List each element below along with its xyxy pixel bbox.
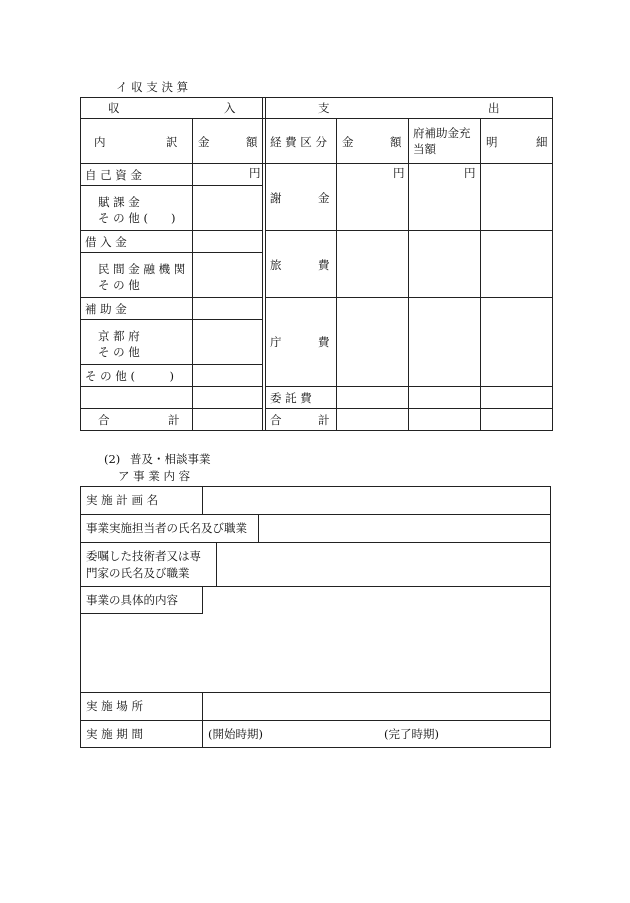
table-border <box>80 97 81 431</box>
table-border <box>550 486 551 748</box>
expense-consignment: 委 託 費 <box>270 391 312 405</box>
table-rule <box>202 486 203 515</box>
section-number: (2) <box>104 452 121 466</box>
section-subtitle: ア 事 業 内 容 <box>118 469 191 483</box>
expense-total-a: 合 <box>270 413 282 427</box>
expense-header-left: 支 <box>318 101 330 115</box>
col-breakdown-b: 訳 <box>166 135 178 149</box>
income-loan: 借 入 金 <box>85 235 127 249</box>
table-border <box>552 97 553 431</box>
col-details-b: 細 <box>536 135 548 149</box>
table-border <box>80 486 81 748</box>
income-total-b: 計 <box>168 413 180 427</box>
table-rule <box>80 386 263 387</box>
income-subsidy: 補 助 金 <box>85 302 127 316</box>
col-subsidy-a: 府補助金充 <box>413 126 471 140</box>
col-expense-category: 経 費 区 分 <box>270 135 327 149</box>
col-expense-amount-b: 額 <box>390 135 402 149</box>
col-subsidy-b: 当額 <box>413 142 436 156</box>
settlement-title: イ 収 支 決 算 <box>116 80 189 94</box>
col-details-a: 明 <box>486 135 498 149</box>
col-amount-a: 金 <box>198 135 210 149</box>
table-rule <box>80 252 263 253</box>
period-start: (開始時期) <box>208 727 263 741</box>
table-rule <box>80 364 263 365</box>
table-divider <box>265 97 266 431</box>
expense-honorarium-b: 金 <box>318 191 330 205</box>
income-levy: 賦 課 金 <box>98 195 140 209</box>
section-title: 普及・相談事業 <box>130 452 211 466</box>
table-border <box>80 747 551 748</box>
income-other: そ の 他 <box>98 278 140 292</box>
expert-label-b: 門家の氏名及び職業 <box>86 566 190 580</box>
period-end: (完了時期) <box>384 727 439 741</box>
table-rule <box>480 118 481 431</box>
location-label: 実 施 場 所 <box>86 699 143 713</box>
col-amount-b: 額 <box>246 135 258 149</box>
person-in-charge-label: 事業実施担当者の氏名及び職業 <box>86 521 247 535</box>
expense-total-b: 計 <box>318 413 330 427</box>
yen-unit: 円 <box>249 166 261 180</box>
income-own-funds: 自 己 資 金 <box>85 168 142 182</box>
expense-honorarium-a: 謝 <box>270 191 282 205</box>
table-rule <box>80 720 551 721</box>
table-rule <box>80 692 551 693</box>
expert-label-a: 委嘱した技術者又は専 <box>86 549 201 563</box>
table-rule <box>408 118 409 431</box>
table-rule <box>336 118 337 431</box>
period-label: 実 施 期 間 <box>86 727 143 741</box>
table-rule <box>80 613 203 614</box>
table-rule <box>202 586 203 614</box>
expense-travel-a: 旅 <box>270 258 282 272</box>
yen-unit: 円 <box>393 166 405 180</box>
table-border <box>80 430 553 431</box>
table-rule <box>80 163 553 164</box>
table-rule <box>80 185 263 186</box>
table-rule <box>265 230 553 231</box>
table-rule <box>80 586 551 587</box>
income-header-left: 収 <box>108 101 120 115</box>
table-rule <box>216 542 217 587</box>
income-other2: そ の 他 <box>98 345 140 359</box>
expense-travel-b: 費 <box>318 258 330 272</box>
table-border <box>80 486 551 487</box>
expense-office-a: 庁 <box>270 335 282 349</box>
table-rule <box>202 692 203 748</box>
table-rule <box>258 514 259 543</box>
expense-header-right: 出 <box>488 101 500 115</box>
income-total-a: 合 <box>98 413 110 427</box>
plan-name-label: 実 施 計 画 名 <box>86 493 159 507</box>
income-kyoto: 京 都 府 <box>98 329 140 343</box>
income-header-right: 入 <box>224 101 236 115</box>
table-rule <box>80 230 263 231</box>
table-rule <box>80 297 263 298</box>
table-rule <box>80 319 263 320</box>
income-private-finance: 民 間 金 融 機 関 <box>98 262 186 276</box>
table-rule <box>80 118 553 119</box>
table-rule <box>265 408 553 409</box>
yen-unit: 円 <box>464 166 476 180</box>
table-divider <box>262 97 263 431</box>
table-rule <box>80 408 263 409</box>
income-other-paren2: そ の 他 ( ) <box>85 369 174 383</box>
content-label: 事業の具体的内容 <box>86 593 178 607</box>
table-border <box>80 97 553 98</box>
table-rule <box>80 542 551 543</box>
table-rule <box>265 386 553 387</box>
col-breakdown-a: 内 <box>94 135 106 149</box>
expense-office-b: 費 <box>318 335 330 349</box>
table-rule <box>80 514 551 515</box>
table-rule <box>192 118 193 431</box>
income-other-paren: そ の 他 ( ) <box>98 211 176 225</box>
col-expense-amount-a: 金 <box>342 135 354 149</box>
table-rule <box>265 297 553 298</box>
